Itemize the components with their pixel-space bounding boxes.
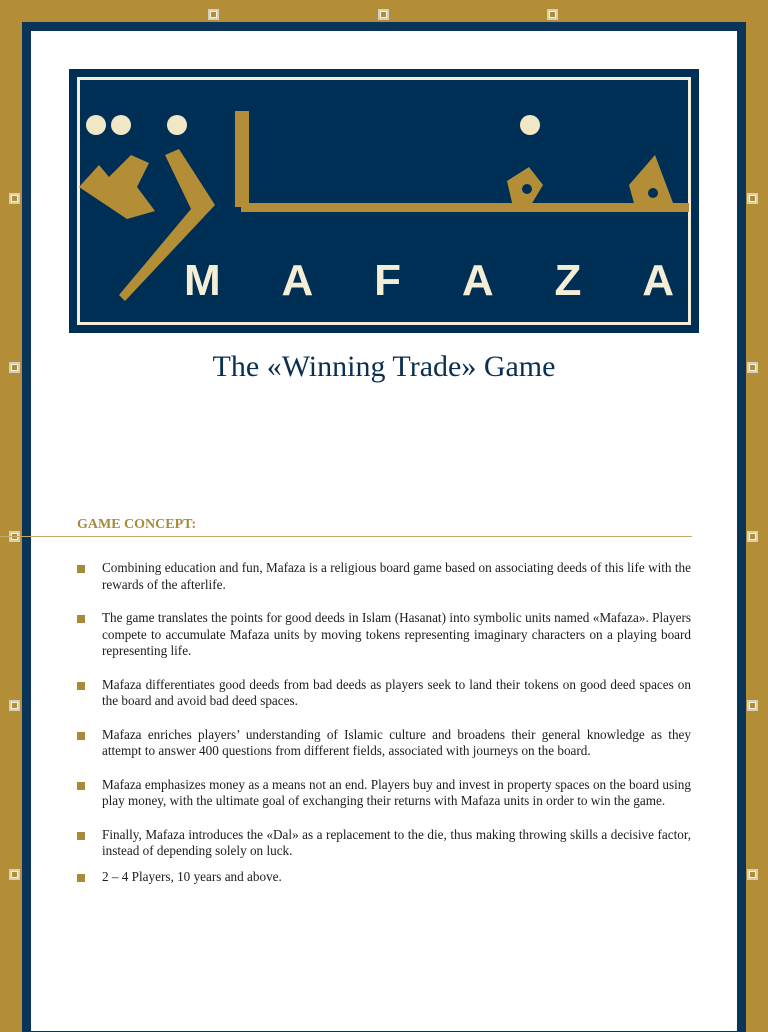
list-item-text: Mafaza enriches players’ understanding of Islamic culture and broadens their general knowledge as they attempt to answer 400 questions from different fields, associated with journeys on the board. bbox=[102, 726, 691, 758]
page-title: The «Winning Trade» Game bbox=[212, 350, 556, 383]
mafaza-logo bbox=[69, 69, 699, 333]
bullet-square-icon bbox=[77, 874, 85, 882]
list-item-text: Mafaza differentiates good deeds from bad deeds as players seek to land their tokens on good deed spaces on the board and avoid bad deed spaces. bbox=[102, 676, 691, 708]
bullet-square-icon bbox=[77, 682, 85, 690]
border-stud-icon bbox=[9, 869, 20, 880]
border-stud-icon bbox=[747, 700, 758, 711]
list-item bbox=[77, 869, 691, 886]
brand-letter: A bbox=[281, 256, 314, 305]
border-stud-icon bbox=[208, 9, 219, 20]
list-item-text: 2 – 4 Players, 10 years and above. bbox=[102, 868, 282, 884]
section-heading: GAME CONCEPT: bbox=[77, 517, 197, 532]
concept-list bbox=[77, 560, 691, 902]
brand-letter: Z bbox=[554, 256, 582, 305]
border-stud-icon bbox=[9, 193, 20, 204]
border-stud-icon bbox=[9, 700, 20, 711]
border-stud-icon bbox=[747, 531, 758, 542]
bullet-square-icon bbox=[77, 615, 85, 623]
list-item bbox=[77, 560, 691, 593]
border-stud-icon bbox=[747, 869, 758, 880]
border-stud-icon bbox=[747, 193, 758, 204]
list-item bbox=[77, 827, 691, 860]
list-item-text: Finally, Mafaza introduces the «Dal» as a replacement to the die, thus making throwing skills a decisive factor, instead of depending solely on luck. bbox=[102, 826, 691, 858]
bullet-square-icon bbox=[77, 565, 85, 573]
brand-letter: M bbox=[184, 256, 221, 305]
list-item bbox=[77, 677, 691, 710]
border-stud-icon bbox=[547, 9, 558, 20]
bullet-square-icon bbox=[77, 782, 85, 790]
list-item bbox=[77, 777, 691, 810]
list-item bbox=[77, 727, 691, 760]
brand-letter: F bbox=[374, 256, 402, 305]
border-stud-icon bbox=[378, 9, 389, 20]
brand-wordmark bbox=[184, 256, 674, 306]
bullet-square-icon bbox=[77, 732, 85, 740]
list-item-text: The game translates the points for good deeds in Islam (Hasanat) into symbolic units named «Mafaza». Players compete to accumulate Mafaza units by moving tokens representing imaginary characters on a playing board representing life. bbox=[102, 610, 691, 658]
section-divider bbox=[0, 536, 692, 537]
list-item-text: Mafaza emphasizes money as a means not an end. Players buy and invest in property spaces on the board using play money, with the ultimate goal of exchanging their returns with Mafaza units in order to win the game. bbox=[102, 776, 691, 808]
brand-letter: A bbox=[642, 256, 674, 305]
brand-letter: A bbox=[461, 256, 494, 305]
list-item-text: Combining education and fun, Mafaza is a religious board game based on associating deeds of this life with the rewards of the afterlife. bbox=[102, 560, 691, 592]
bullet-square-icon bbox=[77, 832, 85, 840]
list-item bbox=[77, 610, 691, 660]
